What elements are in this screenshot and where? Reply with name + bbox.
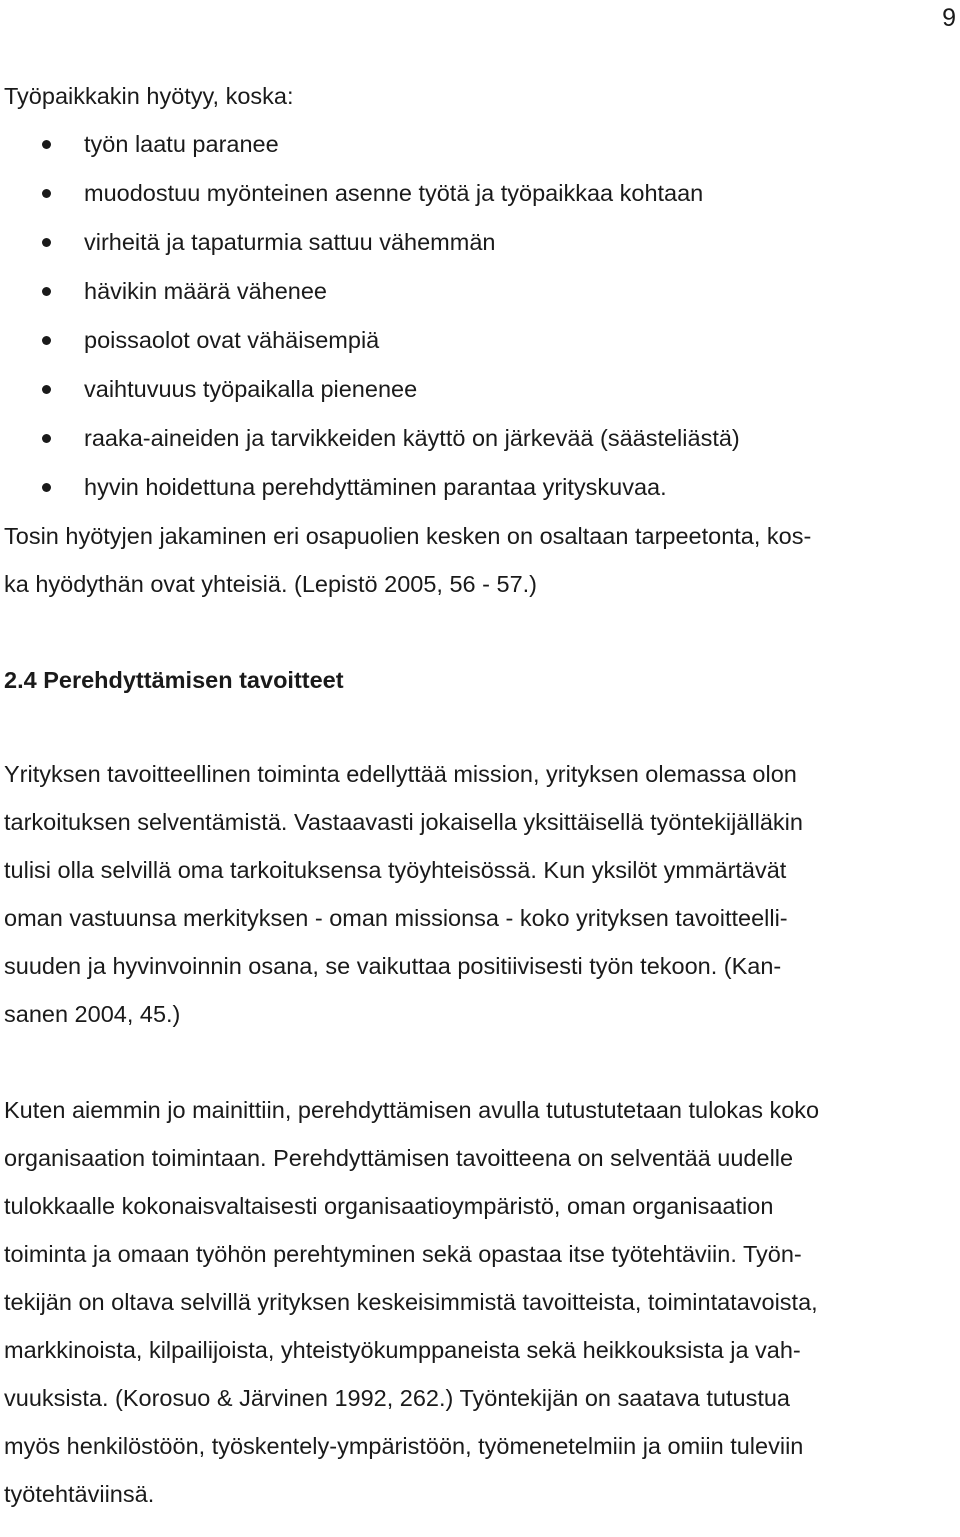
text-line: oman vastuunsa merkityksen - oman missionsa - koko yrityksen tavoitteelli- xyxy=(4,905,788,931)
bullet-icon xyxy=(42,336,51,345)
list-item: poissaolot ovat vähäisempiä xyxy=(4,316,956,365)
bullet-icon xyxy=(42,238,51,247)
text-line: suuden ja hyvinvoinnin osana, se vaikuttaa positiivisesti työn tekoon. (Kan- xyxy=(4,953,782,979)
page-number: 9 xyxy=(942,4,956,32)
bullet-icon xyxy=(42,483,51,492)
list-item: hyvin hoidettuna perehdyttäminen parantaa yrityskuvaa. xyxy=(4,463,956,512)
list-item: hävikin määrä vähenee xyxy=(4,267,956,316)
text-line: tekijän on oltava selvillä yrityksen keskeisimmistä tavoitteista, toimintatavoista, xyxy=(4,1289,818,1315)
bullet-icon xyxy=(42,385,51,394)
bullet-icon xyxy=(42,189,51,198)
bullet-icon xyxy=(42,140,51,149)
list-item: muodostuu myönteinen asenne työtä ja työpaikkaa kohtaan xyxy=(4,169,956,218)
document-body xyxy=(4,72,956,1518)
text-line: työtehtäviinsä. xyxy=(4,1481,155,1507)
text-line: tarkoituksen selventämistä. Vastaavasti jokaisella yksittäisellä työntekijälläkin xyxy=(4,809,803,835)
text-line: sanen 2004, 45.) xyxy=(4,1001,181,1027)
text-line: markkinoista, kilpailijoista, yhteistyökumppaneista sekä heikkouksista ja vah- xyxy=(4,1337,801,1363)
list-item: raaka-aineiden ja tarvikkeiden käyttö on järkevää (säästeliästä) xyxy=(4,414,956,463)
benefits-list xyxy=(4,120,956,512)
intro-text: Työpaikkakin hyötyy, koska: xyxy=(4,83,294,109)
bullet-icon xyxy=(42,434,51,443)
list-item: virheitä ja tapaturmia sattuu vähemmän xyxy=(4,218,956,267)
list-item: vaihtuvuus työpaikalla pienenee xyxy=(4,365,956,414)
text-line: myös henkilöstöön, työskentely-ympäristöön, työmenetelmiin ja omiin tuleviin xyxy=(4,1433,804,1459)
paragraph-orientation-goals xyxy=(4,1086,956,1518)
text-line: vuuksista. (Korosuo & Järvinen 1992, 262.) Työntekijän on saatava tutustua xyxy=(4,1385,790,1411)
text-line: Yrityksen tavoitteellinen toiminta edellyttää mission, yrityksen olemassa olon xyxy=(4,761,797,787)
bullet-icon xyxy=(42,287,51,296)
text-line: tulisi olla selvillä oma tarkoituksensa työyhteisössä. Kun yksilöt ymmärtävät xyxy=(4,857,787,883)
text-line: Tosin hyötyjen jakaminen eri osapuolien kesken on osaltaan tarpeetonta, kos- xyxy=(4,523,812,549)
paragraph-mission xyxy=(4,750,956,1038)
text-line: toiminta ja omaan työhön perehtyminen sekä opastaa itse työtehtäviin. Työn- xyxy=(4,1241,802,1267)
text-line: Kuten aiemmin jo mainittiin, perehdyttämisen avulla tutustutetaan tulokas koko xyxy=(4,1097,820,1123)
section-heading: 2.4 Perehdyttämisen tavoitteet xyxy=(4,667,344,693)
text-line: tulokkaalle kokonaisvaltaisesti organisaatioympäristö, oman organisaation xyxy=(4,1193,774,1219)
list-item: työn laatu paranee xyxy=(4,120,956,169)
paragraph-benefits-shared xyxy=(4,512,956,608)
text-line: organisaation toimintaan. Perehdyttämisen tavoitteena on selventää uudelle xyxy=(4,1145,794,1171)
text-line: ka hyödythän ovat yhteisiä. (Lepistö 2005, 56 - 57.) xyxy=(4,571,537,597)
